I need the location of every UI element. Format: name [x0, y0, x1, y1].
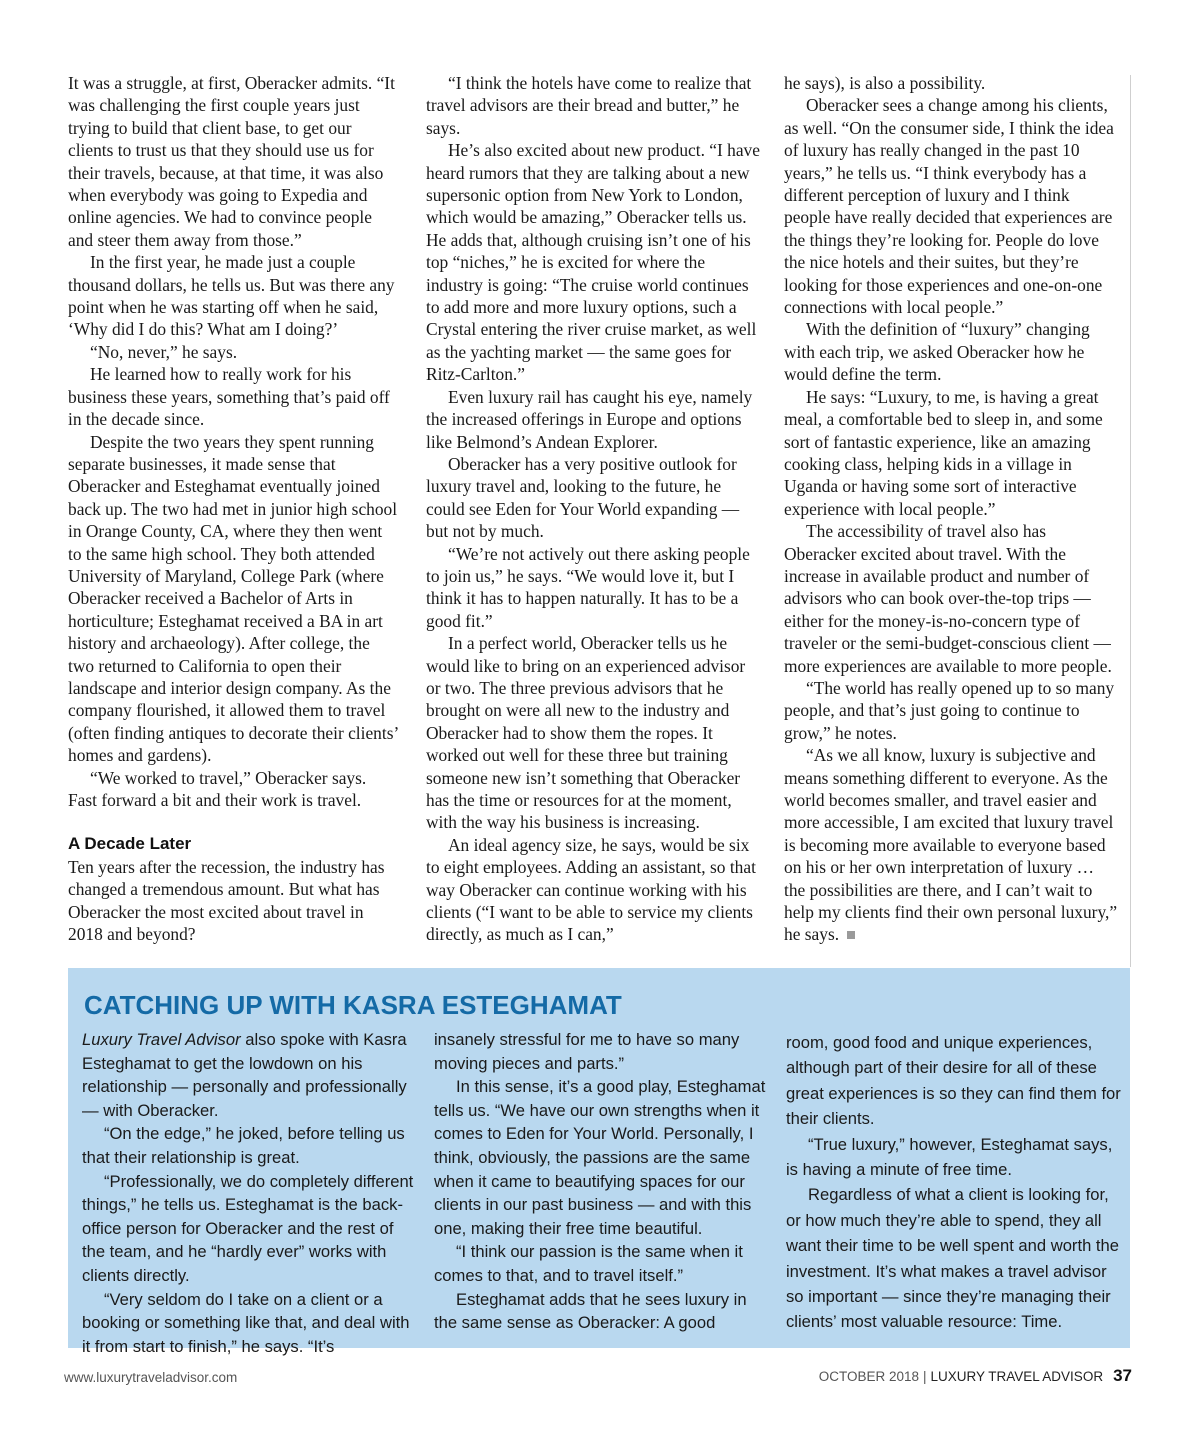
paragraph: “True luxury,” however, Esteghamat says, is having a minute of free time.	[786, 1134, 1113, 1180]
article-body	[68, 72, 1130, 960]
paragraph: Esteghamat adds that he sees luxury in the same sense as Oberacker: A good	[434, 1289, 747, 1333]
page-number: 37	[1113, 1366, 1132, 1385]
paragraph: “Professionally, we do completely different things,” he tells us. Esteghamat is the back-office person for Oberacker and the rest of the team, and he “hardly ever” works with clients directly.	[82, 1171, 414, 1285]
folio	[819, 1366, 1132, 1386]
website-url[interactable]: www.luxurytraveladvisor.com	[64, 1370, 238, 1385]
page-footer	[64, 1366, 1132, 1388]
paragraph: An ideal agency size, he says, would be six to eight employees. Adding an assistant, so that way Oberacker can continue working with his clients (“I want to be able to service my clients directly, as much as I can,”	[426, 834, 756, 945]
paragraph: “We worked to travel,” Oberacker says. Fast forward a bit and their work is travel.	[68, 767, 367, 810]
sidebar-column-3	[786, 1030, 1122, 1335]
column-rule	[1130, 75, 1131, 967]
article-column-2	[426, 72, 760, 946]
paragraph: He learned how to really work for his business these years, something that’s paid off in the decade since.	[68, 364, 390, 430]
paragraph: Oberacker has a very positive outlook for luxury travel and, looking to the future, he could see Eden for Your World expanding — but not by much.	[426, 453, 740, 542]
folio-separator: |	[922, 1369, 927, 1384]
paragraph: With the definition of “luxury” changing with each trip, we asked Oberacker how he would define the term.	[784, 319, 1090, 385]
end-mark-icon	[847, 931, 855, 939]
paragraph: “We’re not actively out there asking people to join us,” he says. “We would love it, but I think it has to happen naturally. It has to be a good fit.”	[426, 543, 750, 631]
sidebar-column-2	[434, 1028, 770, 1335]
paragraph: “I think our passion is the same when it comes to that, and to travel itself.”	[434, 1242, 743, 1285]
paragraph: Even luxury rail has caught his eye, namely the increased offerings in Europe and options like Belmond’s Andean Explorer.	[426, 386, 753, 452]
magazine-name: LUXURY TRAVEL ADVISOR	[930, 1369, 1104, 1384]
paragraph: Regardless of what a client is looking for, or how much they’re able to spend, they all want their time to be well spent and worth the investment. It’s what makes a travel advisor so important — since they’re managing their clients’ most valuable resource: Time.	[786, 1185, 1119, 1332]
paragraph: In the first year, he made just a couple thousand dollars, he tells us. But was there any point when he was starting off when he said, ‘Why did I do this? What am I doing?’	[68, 252, 395, 340]
paragraph: He’s also excited about new product. “I have heard rumors that they are talking about a new supersonic option from New York to London, which would be amazing,” Oberacker tells us. He adds that, although cruising isn’t one of his top “niches,” he is excited for where the industry is going: “The cruise world continues to add more and more luxury options, such a Crystal entering the river cruise market, as well as the yachting market — the same goes for Ritz-Carlton.”	[426, 140, 760, 385]
issue-date: OCTOBER 2018	[818, 1369, 919, 1384]
article-column-1	[68, 72, 398, 945]
paragraph: The accessibility of travel also has Oberacker excited about travel. With the increase in available product and number of advisors who can book over-the-top trips — either for the money-is-no-concern type of traveler or the semi-budget-conscious client — more experiences are available to more people.	[784, 521, 1112, 676]
sidebar-column-1	[82, 1028, 414, 1358]
paragraph: It was a struggle, at first, Oberacker admits. “It was challenging the first couple years just trying to build that client base, to get our clients to trust us that they should use us for their travels, because, at that time, it was also when everybody was going to Expedia and online agencies. We had to convince people and steer them away from those.”	[68, 73, 395, 250]
paragraph: He says: “Luxury, to me, is having a great meal, a comfortable bed to sleep in, and some sort of fantastic experience, like an amazing cooking class, helping kids in a village in Uganda or having some sort of interactive experience with local people.”	[784, 386, 1103, 519]
paragraph: In this sense, it’s a good play, Esteghamat tells us. “We have our own strengths when it comes to Eden for Your World. Personally, I think, obviously, the passions are the same when it came to beautifying spaces for our clients in our past business — and with this one, making their free time beautiful.	[434, 1077, 766, 1238]
paragraph: he says), is also a possibility.	[784, 73, 986, 93]
paragraph: “On the edge,” he joked, before telling us that their relationship is great.	[82, 1124, 405, 1167]
article-column-3	[784, 72, 1118, 946]
paragraph: In a perfect world, Oberacker tells us he would like to bring on an experienced advisor or two. The three previous advisors that he brought on were all new to the industry and Oberacker had to show them the ropes. It worked out well for these three but training someone new isn’t something that Oberacker has the time or resources for at the moment, with the way his business is increasing.	[426, 633, 746, 833]
publication-name: Luxury Travel Advisor	[82, 1030, 241, 1049]
paragraph: insanely stressful for me to have so many moving pieces and parts.”	[434, 1030, 740, 1073]
paragraph: Ten years after the recession, the industry has changed a tremendous amount. But what has Oberacker the most excited about travel in 2018 and beyond?	[68, 856, 385, 945]
section-heading: A Decade Later	[68, 834, 192, 854]
paragraph-text: also spoke with Kasra Esteghamat to get the lowdown on his relationship — personally and professionally — with Oberacker.	[82, 1030, 407, 1120]
paragraph: Oberacker sees a change among his clients, as well. “On the consumer side, I think the idea of luxury has really changed in the past 10 years,” he tells us. “I think everybody has a different perception of luxury and I think people have really decided that experiences are the things they’re looking for. People do love the nice hotels and their suites, but they’re looking for those experiences and one-on-one connections with local people.”	[784, 95, 1114, 318]
last-paragraph	[784, 744, 1118, 946]
paragraph: “Very seldom do I take on a client or a booking or something like that, and deal with it from start to finish,” he says. “It’s	[82, 1289, 410, 1356]
paragraph	[82, 1028, 414, 1122]
paragraph: “No, never,” he says.	[90, 341, 238, 362]
paragraph: Despite the two years they spent running separate businesses, it made sense that Oberacker and Esteghamat eventually joined back up. The two had met in junior high school in Orange County, CA, where they then went to the same high school. They both attended University of Maryland, College Park (where Oberacker received a Bachelor of Arts in horticulture; Esteghamat received a BA in art history and archaeology). After college, the two returned to California to open their landscape and interior design company. As the company flourished, it allowed them to travel (often finding antiques to decorate their clients’ homes and gardens).	[68, 431, 398, 766]
paragraph: “I think the hotels have come to realize that travel advisors are their bread and butter,” he says.	[426, 73, 752, 138]
paragraph: “The world has really opened up to so many people, and that’s just going to continue to grow,” he notes.	[784, 677, 1115, 743]
paragraph-text: “As we all know, luxury is subjective and means something different to everyone. As the world becomes smaller, and travel easier and more accessible, I am excited that luxury travel is becoming more available to everyone based on his or her own interpretation of luxury … the possibilities are there, and I can’t wait to help my clients find their own personal luxury,” he says.	[784, 745, 1118, 945]
sidebar-title: CATCHING UP WITH KASRA ESTEGHAMAT	[84, 990, 622, 1020]
sidebar-box	[68, 968, 1130, 1356]
paragraph: room, good food and unique experiences, although part of their desire for all of these great experiences is so they can find them for their clients.	[786, 1033, 1121, 1129]
